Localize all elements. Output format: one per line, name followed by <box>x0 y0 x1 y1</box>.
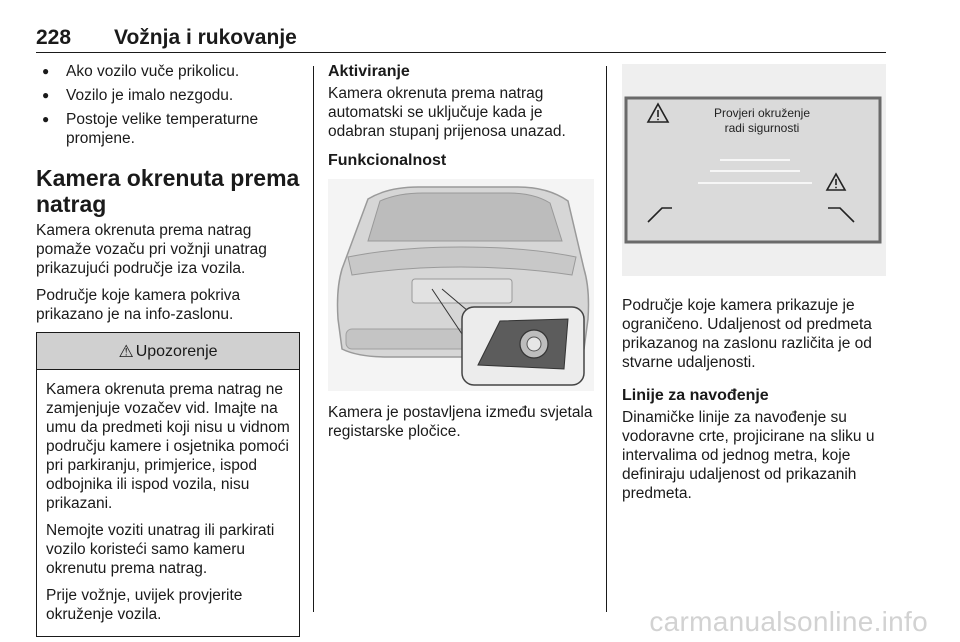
list-item: ● Ako vozilo vuče prikolicu. <box>36 62 300 81</box>
warning-paragraph: Prije vožnje, uvijek provjerite okruženje vozila. <box>46 587 243 623</box>
warning-body <box>37 370 299 636</box>
column-divider <box>313 66 314 612</box>
list-item: ● Postoje velike temperaturne promjene. <box>36 110 300 148</box>
coverage-paragraph: Područje koje kamera pokriva prikazano je na info-zaslonu. <box>36 287 241 323</box>
camera-location-illustration <box>328 179 594 391</box>
license-plate-area <box>412 279 512 303</box>
figure-caption: Kamera je postavljena između svjetala registarske pločice. <box>328 404 593 440</box>
warning-paragraph: Nemojte voziti unatrag ili parkirati vozilo koristeći samo kameru okrenutu prema natrag. <box>46 522 275 577</box>
rear-window <box>368 193 562 241</box>
column-right <box>622 62 888 511</box>
camera-lens-inner <box>527 337 541 351</box>
page-number: 228 <box>36 26 72 49</box>
warning-title: Upozorenje <box>135 342 218 360</box>
intro-paragraph: Kamera okrenuta prema natrag pomaže vozaču pri vožnji unatrag prikazujući područje iza vozila. <box>36 222 267 277</box>
warning-paragraph: Kamera okrenuta prema natrag ne zamjenjuje vozačev vid. Imajte na umu da predmeti koji nisu u vidnom području kamere i osjetnika pomoći pri parkiranju, primjerice, ispod odbojnika ili ispod vozila, nisu prikazani. <box>46 381 290 512</box>
list-item: ● Vozilo je imalo nezgodu. <box>36 86 300 105</box>
guidelines-paragraph: Dinamičke linije za navođenje su vodoravne crte, projicirane na sliku u intervalima od jednog metra, koje definiraju udaljenost od prikazanih predmeta. <box>622 409 875 502</box>
page-header <box>36 24 886 53</box>
activation-text: Kamera okrenuta prema natrag automatski se uključuje kada je odabran stupanj prijenosa unazad. <box>328 85 566 140</box>
condition-list <box>36 62 300 148</box>
activation-heading: Aktiviranje <box>328 63 410 80</box>
chapter-title: Vožnja i rukovanje <box>114 26 297 49</box>
watermark: carmanualsonline.info <box>649 606 928 637</box>
warning-icon: ⚠ <box>118 341 134 361</box>
screen-message-line1: Provjeri okruženje <box>713 106 811 120</box>
warning-header <box>37 333 299 370</box>
column-middle <box>328 62 594 449</box>
column-divider <box>606 66 607 612</box>
section-title: Kamera okrenuta prema natrag <box>36 165 300 217</box>
function-heading: Funkcionalnost <box>328 152 447 169</box>
range-paragraph: Područje koje kamera prikazuje je ograničeno. Udaljenost od predmeta prikazanog na zaslonu različita je od stvarne udaljenosti. <box>622 297 872 371</box>
column-left <box>36 62 300 637</box>
guidelines-heading: Linije za navođenje <box>622 387 769 404</box>
camera-display-illustration <box>622 64 886 276</box>
screen-message-line2: radi sigurnosti <box>724 121 800 135</box>
warning-box <box>36 332 300 637</box>
